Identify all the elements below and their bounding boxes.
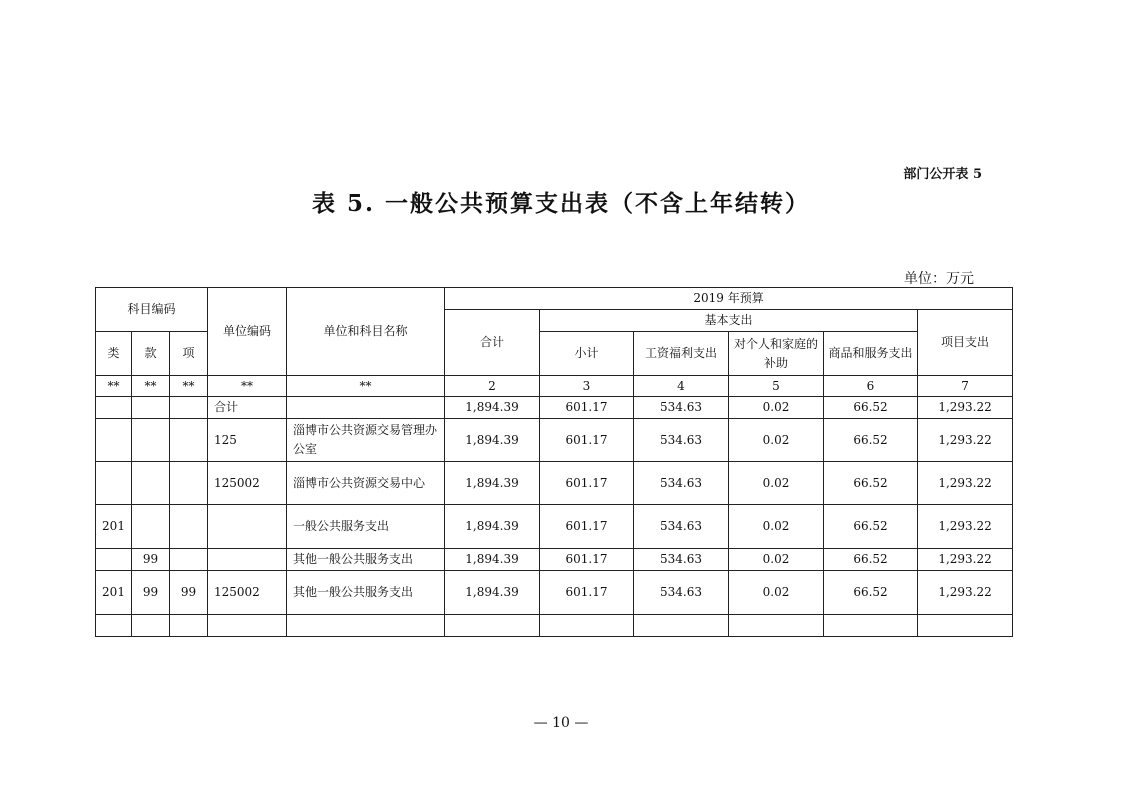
index-cell: ** — [96, 376, 132, 397]
cell-subsidy: 0.02 — [729, 571, 824, 615]
cell-subsidy: 0.02 — [729, 549, 824, 571]
cell-code — [208, 549, 287, 571]
cell-xiang — [170, 549, 208, 571]
table-row — [96, 462, 1013, 505]
cell-total: 1,894.39 — [445, 397, 540, 419]
table-row — [96, 505, 1013, 549]
index-row — [96, 376, 1013, 397]
cell-subtotal: 601.17 — [540, 397, 634, 419]
cell-lei: 201 — [96, 571, 132, 615]
page-title: 表 5. 一般公共预算支出表（不含上年结转） — [311, 190, 811, 217]
empty-cell — [132, 615, 170, 637]
cell-total: 1,894.39 — [445, 419, 540, 462]
cell-project: 1,293.22 — [918, 571, 1013, 615]
cell-subtotal: 601.17 — [540, 549, 634, 571]
header-project-expense: 项目支出 — [918, 310, 1013, 376]
empty-cell — [445, 615, 540, 637]
cell-code — [208, 505, 287, 549]
empty-cell — [824, 615, 918, 637]
table-row — [96, 549, 1013, 571]
cell-lei: 201 — [96, 505, 132, 549]
index-cell: ** — [208, 376, 287, 397]
cell-kuan — [132, 462, 170, 505]
cell-wages: 534.63 — [634, 419, 729, 462]
cell-total: 1,894.39 — [445, 462, 540, 505]
cell-subtotal: 601.17 — [540, 571, 634, 615]
cell-kuan: 99 — [132, 549, 170, 571]
header-total: 合计 — [445, 310, 540, 376]
document-label: 部门公开表 5 — [903, 167, 982, 182]
cell-code: 125002 — [208, 462, 287, 505]
cell-wages: 534.63 — [634, 505, 729, 549]
header-goods-services: 商品和服务支出 — [824, 332, 918, 376]
index-cell: 3 — [540, 376, 634, 397]
index-cell: 5 — [729, 376, 824, 397]
index-cell: 6 — [824, 376, 918, 397]
cell-name — [287, 397, 445, 419]
header-subtotal: 小计 — [540, 332, 634, 376]
cell-xiang: 99 — [170, 571, 208, 615]
cell-lei — [96, 462, 132, 505]
header-personal-subsidy: 对个人和家庭的补助 — [729, 332, 824, 376]
header-lei: 类 — [96, 332, 132, 376]
cell-subsidy: 0.02 — [729, 505, 824, 549]
unit-label: 单位：万元 — [904, 271, 974, 287]
cell-project: 1,293.22 — [918, 419, 1013, 462]
header-unit-subject-name: 单位和科目名称 — [287, 288, 445, 376]
empty-cell — [729, 615, 824, 637]
table-row — [96, 419, 1013, 462]
header-wages: 工资福利支出 — [634, 332, 729, 376]
header-subject-code: 科目编码 — [96, 288, 208, 332]
cell-name: 淄博市公共资源交易管理办公室 — [287, 419, 445, 462]
cell-wages: 534.63 — [634, 549, 729, 571]
empty-cell — [634, 615, 729, 637]
index-cell: ** — [132, 376, 170, 397]
cell-name: 一般公共服务支出 — [287, 505, 445, 549]
cell-subsidy: 0.02 — [729, 419, 824, 462]
empty-cell — [540, 615, 634, 637]
table-row — [96, 397, 1013, 419]
cell-subtotal: 601.17 — [540, 419, 634, 462]
cell-goods: 66.52 — [824, 462, 918, 505]
empty-cell — [208, 615, 287, 637]
index-cell: 2 — [445, 376, 540, 397]
budget-table — [95, 287, 1013, 637]
empty-row — [96, 615, 1013, 637]
cell-lei — [96, 419, 132, 462]
header-xiang: 项 — [170, 332, 208, 376]
cell-goods: 66.52 — [824, 571, 918, 615]
cell-total: 1,894.39 — [445, 571, 540, 615]
cell-lei — [96, 549, 132, 571]
cell-code: 125 — [208, 419, 287, 462]
page-number: — 10 — — [533, 715, 589, 731]
header-budget-year: 2019 年预算 — [445, 288, 1013, 310]
table-row — [96, 571, 1013, 615]
cell-name: 其他一般公共服务支出 — [287, 549, 445, 571]
cell-subtotal: 601.17 — [540, 462, 634, 505]
cell-project: 1,293.22 — [918, 505, 1013, 549]
cell-goods: 66.52 — [824, 419, 918, 462]
index-cell: 7 — [918, 376, 1013, 397]
index-cell: 4 — [634, 376, 729, 397]
cell-kuan — [132, 505, 170, 549]
cell-subtotal: 601.17 — [540, 505, 634, 549]
cell-code: 125002 — [208, 571, 287, 615]
cell-wages: 534.63 — [634, 397, 729, 419]
header-unit-code: 单位编码 — [208, 288, 287, 376]
cell-goods: 66.52 — [824, 549, 918, 571]
cell-project: 1,293.22 — [918, 397, 1013, 419]
cell-kuan — [132, 397, 170, 419]
cell-xiang — [170, 462, 208, 505]
cell-total: 1,894.39 — [445, 549, 540, 571]
cell-kuan: 99 — [132, 571, 170, 615]
cell-goods: 66.52 — [824, 505, 918, 549]
cell-xiang — [170, 419, 208, 462]
empty-cell — [287, 615, 445, 637]
header-basic-expense: 基本支出 — [540, 310, 918, 332]
cell-wages: 534.63 — [634, 462, 729, 505]
cell-goods: 66.52 — [824, 397, 918, 419]
cell-lei — [96, 397, 132, 419]
cell-kuan — [132, 419, 170, 462]
empty-cell — [96, 615, 132, 637]
cell-project: 1,293.22 — [918, 549, 1013, 571]
cell-project: 1,293.22 — [918, 462, 1013, 505]
index-cell: ** — [170, 376, 208, 397]
cell-name: 淄博市公共资源交易中心 — [287, 462, 445, 505]
cell-total: 1,894.39 — [445, 505, 540, 549]
index-cell: ** — [287, 376, 445, 397]
cell-xiang — [170, 397, 208, 419]
header-kuan: 款 — [132, 332, 170, 376]
cell-wages: 534.63 — [634, 571, 729, 615]
cell-name: 其他一般公共服务支出 — [287, 571, 445, 615]
cell-subsidy: 0.02 — [729, 462, 824, 505]
cell-code: 合计 — [208, 397, 287, 419]
cell-subsidy: 0.02 — [729, 397, 824, 419]
empty-cell — [918, 615, 1013, 637]
cell-xiang — [170, 505, 208, 549]
empty-cell — [170, 615, 208, 637]
